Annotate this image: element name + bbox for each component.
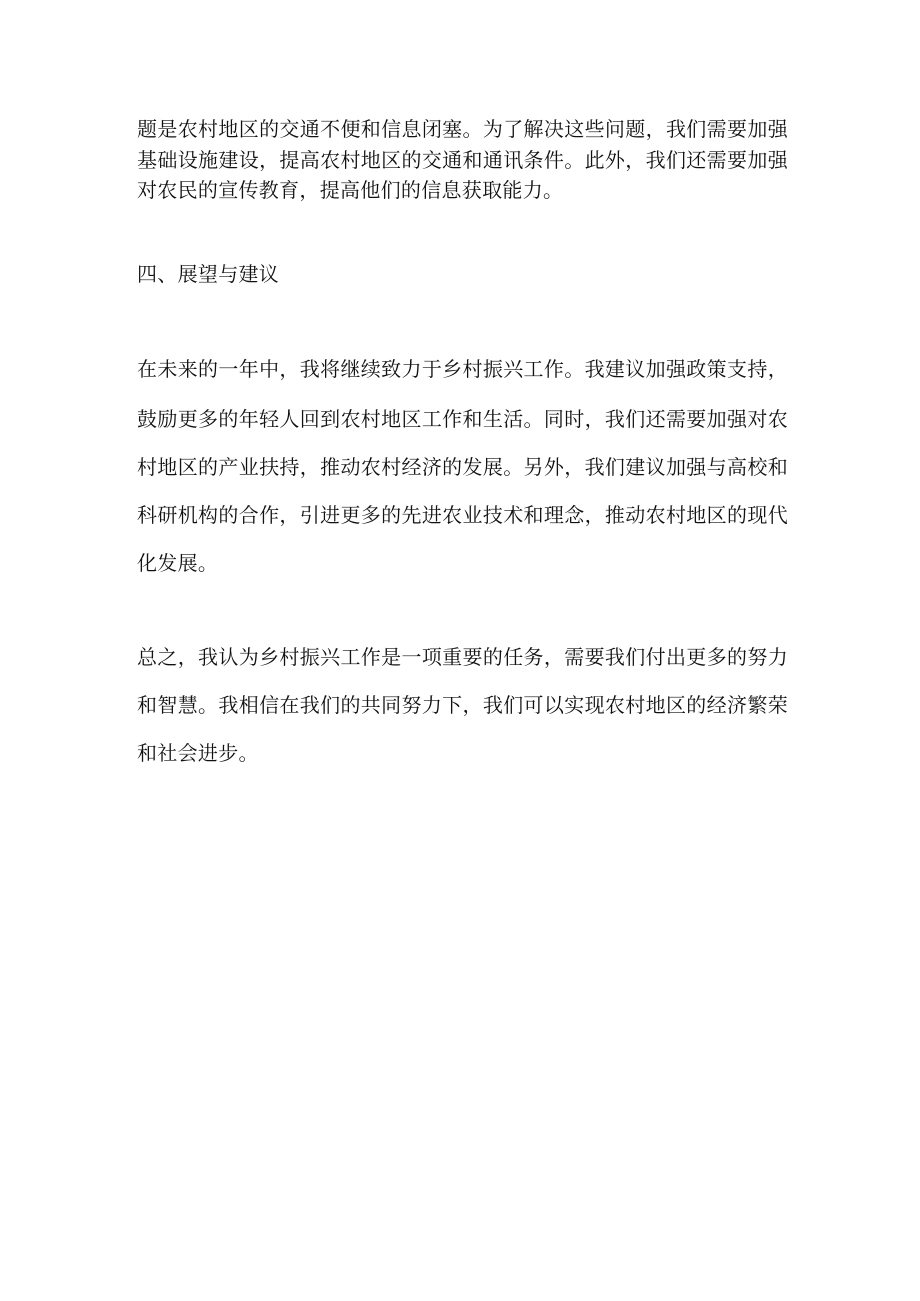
paragraph-2-line-3: 村地区的产业扶持，推动农村经济的发展。另外，我们建议加强与高校和 (137, 455, 788, 479)
paragraph-1-line-2: 基础设施建设，提高农村地区的交通和通讯条件。此外，我们还需要加强 (137, 148, 788, 172)
paragraph-1-line-3: 对农民的宣传教育，提高他们的信息获取能力。 (137, 178, 564, 202)
paragraph-3-line-2: 和智慧。我相信在我们的共同努力下，我们可以实现农村地区的经济繁荣 (137, 693, 788, 717)
paragraph-2-line-1: 在未来的一年中，我将继续致力于乡村振兴工作。我建议加强政策支持， (137, 357, 788, 381)
paragraph-1-line-1: 题是农村地区的交通不便和信息闭塞。为了解决这些问题，我们需要加强 (137, 117, 788, 141)
paragraph-3-line-3: 和社会进步。 (137, 741, 259, 765)
paragraph-2-line-4: 科研机构的合作，引进更多的先进农业技术和理念，推动农村地区的现代 (137, 503, 788, 527)
paragraph-2-line-5: 化发展。 (137, 551, 219, 575)
section-heading: 四、展望与建议 (137, 262, 280, 286)
paragraph-2-line-2: 鼓励更多的年轻人回到农村地区工作和生活。同时，我们还需要加强对农 (137, 407, 788, 431)
paragraph-3-line-1: 总之，我认为乡村振兴工作是一项重要的任务，需要我们付出更多的努力 (137, 645, 788, 669)
